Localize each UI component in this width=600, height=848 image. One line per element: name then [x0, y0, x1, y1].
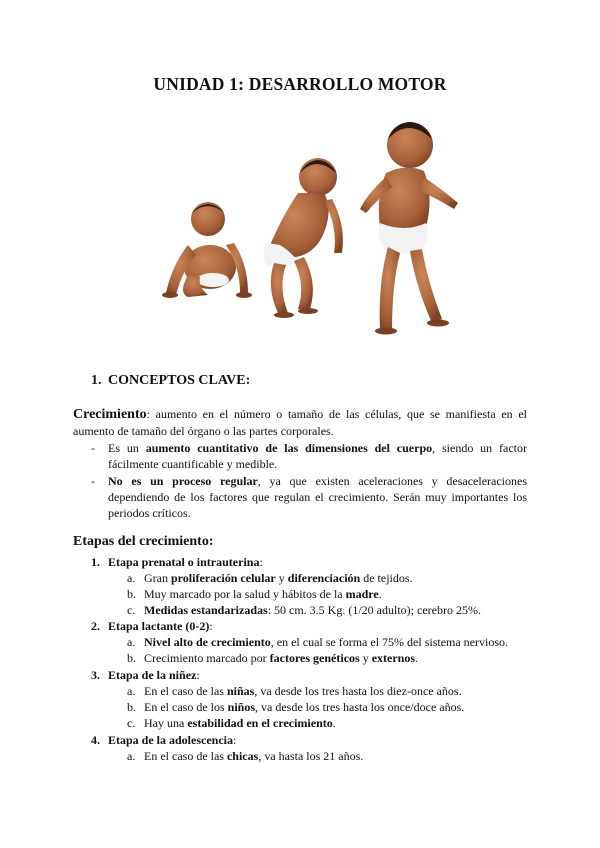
list-item: - Es un aumento cuantitativo de las dimensiones del cuerpo, siendo un factor fácilmente cuantificable y medible. — [91, 441, 527, 471]
crawling-baby — [162, 202, 252, 298]
standing-baby — [263, 158, 342, 318]
list-item: a. En el caso de las chicas, va hasta los 21 años. — [127, 749, 364, 763]
walking-baby — [360, 122, 458, 335]
list-item: c. Medidas estandarizadas: 50 cm. 3.5 Kg. (1/20 adulto); cerebro 25%. — [127, 603, 481, 617]
stage-1: 1. Etapa prenatal o intrauterina: — [91, 555, 263, 569]
list-item: b. Muy marcado por la salud y hábitos de la madre. — [127, 587, 382, 601]
baby-development-illustration — [148, 115, 466, 351]
crecimiento-definition: Crecimiento: aumento en el número o tamaño de las células, que se manifiesta en el aumento de tamaño del órgano o las partes corporales. — [73, 407, 527, 438]
list-item: c. Hay una estabilidad en el crecimiento. — [127, 716, 336, 730]
list-item: a. Gran proliferación celular y diferenciación de tejidos. — [127, 571, 413, 585]
page-title: UNIDAD 1: DESARROLLO MOTOR — [153, 74, 447, 94]
stage-4: 4. Etapa de la adolescencia: — [91, 733, 237, 747]
list-item: - No es un proceso regular, ya que existen aceleraciones y desaceleraciones dependiendo de los factores que regulan el crecimiento. Serán muy importantes los periodos críticos. — [91, 474, 527, 520]
crecimiento-bullets — [91, 440, 527, 522]
section-heading-etapas: Etapas del crecimiento: — [73, 534, 214, 549]
list-item: b. Crecimiento marcado por factores genéticos y externos. — [127, 651, 419, 665]
list-item: b. En el caso de los niños, va desde los tres hasta los once/doce años. — [127, 700, 465, 714]
stage-2: 2. Etapa lactante (0-2): — [91, 619, 213, 633]
section-heading-conceptos: 1. CONCEPTOS CLAVE: — [91, 373, 251, 388]
list-item: a. Nivel alto de crecimiento, en el cual se forma el 75% del sistema nervioso. — [127, 635, 509, 649]
list-item: a. En el caso de las niñas, va desde los tres hasta los diez-once años. — [127, 684, 462, 698]
stage-3: 3. Etapa de la niñez: — [91, 668, 200, 682]
